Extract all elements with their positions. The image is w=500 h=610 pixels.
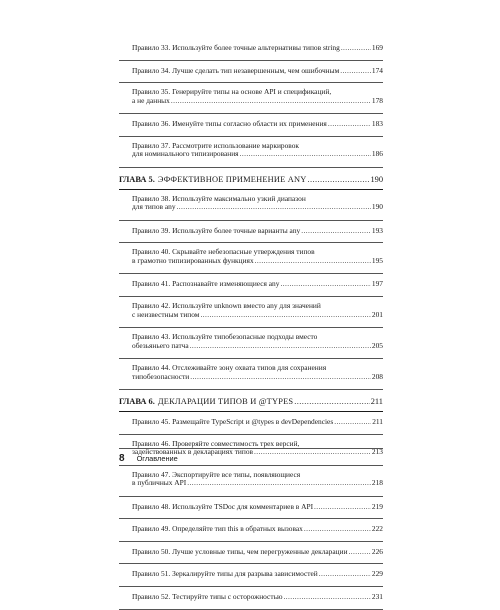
entry-title-line: Правило 37. Рассмотрите использование маркировок [132,141,300,150]
entry-title-line: а не данных [132,95,170,105]
entry-title-line: Правило 34. Лучше сделать тип незавершенным, чем ошибочным [132,65,340,75]
chapter-label: ГЛАВА 6. [119,396,155,406]
dot-leader [341,44,371,53]
dot-leader [301,227,371,236]
entry-title-line: Правило 50. Лучше условные типы, чем перегруженные декларации [132,546,348,556]
chapter-label: ГЛАВА 5. [119,174,155,184]
entry-page-number: 201 [371,309,383,319]
entry-last-line [132,97,383,106]
entry-last-line [132,373,383,382]
entry-last-line [132,257,383,266]
entry-last-line [132,342,383,351]
running-title: Оглавление [136,454,178,463]
entry-last-line [132,203,383,212]
entry-title-line: Правило 40. Скрывайте небезопасные утверждения типов [132,248,315,257]
toc-entry[interactable] [119,328,383,359]
entry-page-number: 222 [371,524,383,534]
entry-page-number: 219 [371,501,383,511]
page-footer [119,448,383,464]
chapter-title: ДЕКЛАРАЦИИ ТИПОВ И @TYPES [157,396,294,406]
entry-page-number: 193 [371,225,383,235]
entry-title-line: Правило 45. Размещайте TypeScript и @types в devDependencies [132,416,334,426]
dot-leader [328,120,371,129]
entry-last-line [132,44,383,53]
toc-entry[interactable] [119,274,383,297]
entry-last-line [132,570,383,579]
toc-entry[interactable] [119,412,383,435]
entry-page-number: 218 [371,478,383,488]
toc-entry[interactable] [119,221,383,244]
entry-title-line: Правило 33. Используйте более точные альтернативы типов string [132,43,340,52]
entry-page-number: 211 [372,416,383,426]
entry-title-line: Правило 52. Тестируйте типы с осторожностью [132,591,283,601]
entry-title-line: Правило 47. Экспортируйте все типы, появляющиеся [132,470,301,479]
entry-last-line [132,150,383,159]
entry-page-number: 169 [371,43,383,52]
toc-entry[interactable] [119,466,383,497]
entry-title-line: для номинального типизирования [132,149,239,159]
dot-leader [190,342,371,351]
entry-last-line [132,525,383,534]
entry-page-number: 229 [371,569,383,579]
entry-page-number: 183 [371,119,383,129]
entry-last-line [132,548,383,557]
entry-title-line: обезьяньего патча [132,340,189,350]
dot-leader [200,311,370,320]
toc-entry[interactable] [119,83,383,114]
toc-entry[interactable] [119,359,383,390]
dot-leader [280,280,370,289]
chapter-heading[interactable] [119,168,383,190]
dot-leader [255,257,371,266]
entry-last-line [132,227,383,236]
dot-leader [308,175,370,184]
entry-title-line: Правило 39. Используйте более точные варианты any [132,225,301,235]
entry-title-line: Правило 38. Используйте максимально узкий диапазон [132,194,306,203]
entry-title-line: для типов any [132,202,176,212]
entry-last-line [132,120,383,129]
entry-page-number: 231 [371,591,383,601]
toc-entry[interactable] [119,38,383,61]
entry-page-number: 205 [371,340,383,350]
entry-page-number: 197 [371,279,383,289]
toc-entry[interactable] [119,61,383,84]
entry-last-line [132,67,383,76]
entry-last-line [132,418,383,427]
chapter-page-number: 190 [370,174,383,184]
toc-entry[interactable] [119,519,383,542]
page-number: 8 [119,453,125,464]
entry-page-number: 190 [371,202,383,212]
toc-entry[interactable] [119,114,383,137]
entry-title-line: с неизвестным типом [132,309,200,319]
dot-leader [314,503,371,512]
entry-page-number: 226 [371,546,383,556]
toc-entry[interactable] [119,587,383,610]
entry-page-number: 195 [371,255,383,265]
entry-title-line: Правило 35. Генерируйте типы на основе API и спецификаций, [132,88,332,97]
dot-leader [283,593,370,602]
entry-title-line: Правило 41. Распознавайте изменяющиеся any [132,279,280,289]
dot-leader [190,373,371,382]
dot-leader [340,67,371,76]
dot-leader [240,150,371,159]
dot-leader [187,479,371,488]
dot-leader [304,525,371,534]
chapter-title: ЭФФЕКТИВНОЕ ПРИМЕНЕНИЕ ANY [157,174,307,184]
entry-title-line: в грамотно типизированных функциях [132,255,254,265]
entry-page-number: 208 [371,371,383,381]
dot-leader [319,570,371,579]
dot-leader [349,548,371,557]
entry-page-number: 174 [371,65,383,75]
entry-title-line: задействованных в декларациях типов [132,447,254,457]
entry-title-line: Правило 44. Отслеживайте зону охвата типов для сохранения [132,363,327,372]
entry-last-line [132,280,383,289]
entry-page-number: 213 [371,447,383,457]
dot-leader [334,418,371,427]
entry-title-line: Правило 49. Определяйте тип this в обратных вызовах [132,524,303,534]
dot-leader [177,203,371,212]
entry-title-line: в публичных API [132,478,187,488]
dot-leader [171,97,371,106]
chapter-page-number: 211 [370,396,383,406]
entry-title-line: Правило 36. Именуйте типы согласно области их применения [132,119,327,129]
toc-entry[interactable] [119,542,383,565]
dot-leader [294,397,369,406]
toc-entry[interactable] [119,297,383,328]
entry-page-number: 178 [371,95,383,105]
entry-last-line [132,479,383,488]
entry-page-number: 186 [371,149,383,159]
entry-last-line [132,311,383,320]
table-of-contents [119,38,383,610]
entry-title-line: Правило 42. Используйте unknown вместо any для значений [132,301,321,310]
entry-title-line: Правило 51. Зеркалируйте типы для разрыва зависимостей [132,569,318,579]
chapter-heading[interactable] [119,390,383,412]
entry-last-line [132,593,383,602]
toc-entry[interactable] [119,564,383,587]
entry-last-line [132,503,383,512]
entry-title-line: Правило 43. Используйте типобезопасные подходы вместо [132,332,318,341]
entry-title-line: Правило 46. Проверяйте совместимость трех версий, [132,439,300,448]
entry-title-line: типобезопасности [132,371,190,381]
entry-title-line: Правило 48. Используйте TSDoc для комментариев в API [132,501,314,511]
toc-entry[interactable] [119,190,383,221]
toc-entry[interactable] [119,137,383,168]
toc-entry[interactable] [119,243,383,274]
